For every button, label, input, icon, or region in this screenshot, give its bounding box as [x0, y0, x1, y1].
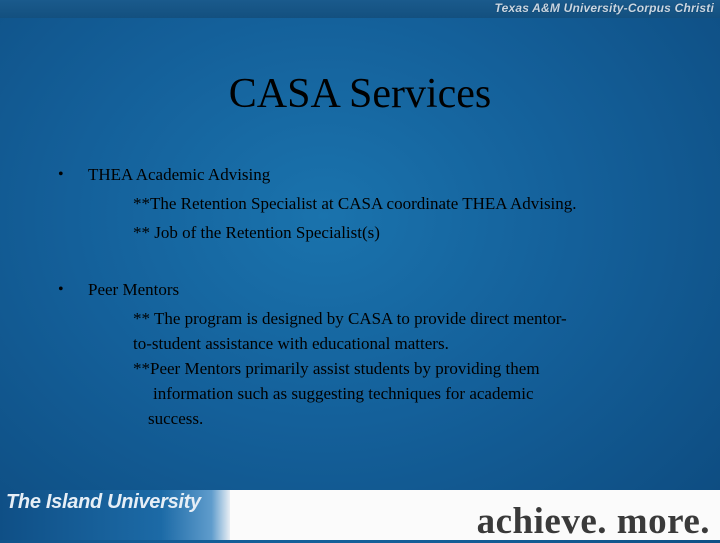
island-university-logo: The Island University [6, 491, 201, 513]
sub-item-line: information such as suggesting techniques for academic [153, 384, 534, 403]
bullet-peer-mentors [58, 275, 678, 304]
university-logo-text: Texas A&M University-Corpus Christi [494, 1, 714, 15]
sub-item-line: **Peer Mentors primarily assist students by providing them [133, 359, 540, 378]
sub-item [58, 356, 678, 431]
sub-item-line: ** The program is designed by CASA to provide direct mentor- [133, 309, 567, 328]
slide-title: CASA Services [228, 71, 492, 117]
sub-item [58, 306, 678, 356]
sub-item-line: success. [148, 409, 204, 428]
sub-item: **The Retention Specialist at CASA coordinate THEA Advising. [133, 194, 577, 213]
bullet-icon: • [58, 166, 64, 183]
bullet-label: THEA Academic Advising [88, 165, 271, 184]
sub-item: ** Job of the Retention Specialist(s) [133, 223, 380, 242]
header-bar [0, 0, 720, 18]
bullet-icon: • [58, 281, 64, 298]
sub-item-line: to-student assistance with educational matters. [133, 334, 449, 353]
bullet-thea [58, 160, 678, 189]
bullet-label: Peer Mentors [88, 280, 180, 299]
slide-content [58, 160, 678, 431]
achieve-more-logo: achieve. more. [476, 501, 710, 542]
